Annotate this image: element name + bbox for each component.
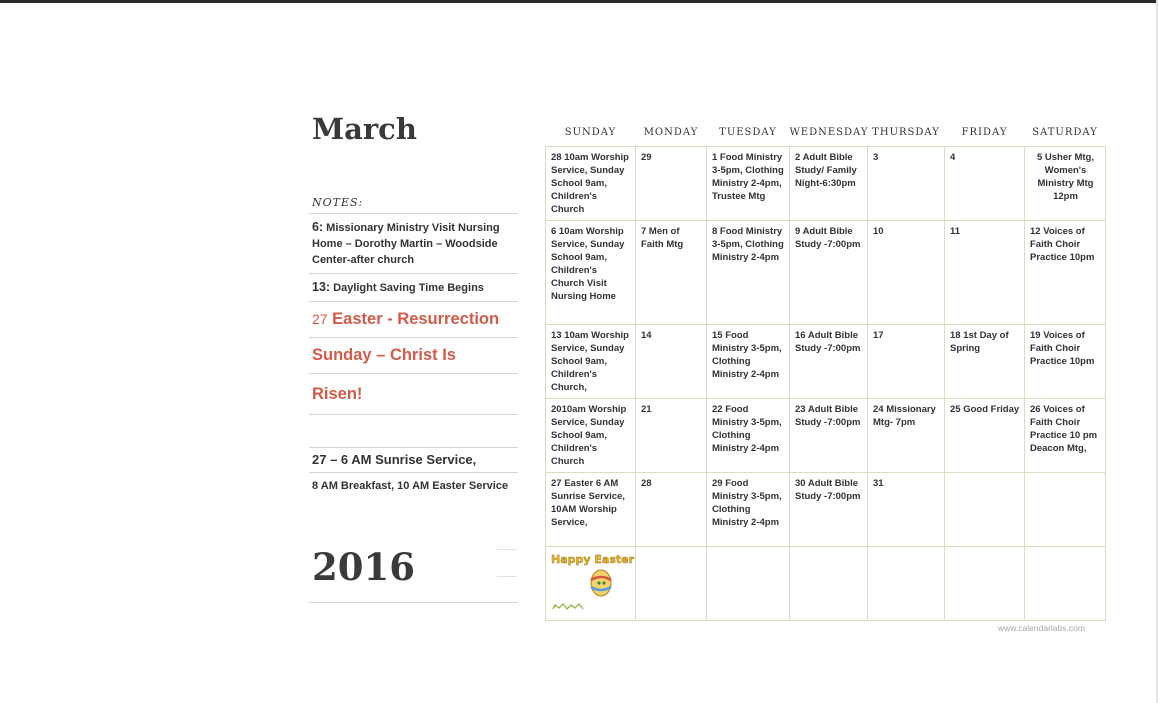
note-text: Missionary Ministry Visit Nursing Home – Dorothy Martin – Woodside Center-after church xyxy=(312,222,500,266)
day-cell: 19 Voices of Faith Choir Practice 10pm xyxy=(1025,325,1106,399)
week-row xyxy=(546,325,1106,399)
note-text: Sunday – Christ Is xyxy=(312,346,456,364)
day-cell: 7 Men of Faith Mtg xyxy=(636,221,707,325)
day-cell: 6 10am Worship Service, Sunday School 9am, Children's Church Visit Nursing Home xyxy=(546,221,636,325)
divider xyxy=(497,549,517,550)
day-cell: 9 Adult Bible Study -7:00pm xyxy=(790,221,868,325)
note-sunrise-service xyxy=(309,447,518,472)
day-cell: 3 xyxy=(868,147,945,221)
note-date: 6: xyxy=(312,220,324,234)
note-date: 13: xyxy=(312,280,331,294)
day-cell: 1 Food Ministry 3-5pm, Clothing Ministry 2-4pm, Trustee Mtg xyxy=(707,147,790,221)
day-cell xyxy=(790,547,868,621)
weekday-header: THURSDAY xyxy=(872,127,940,138)
day-cell: 8 Food Ministry 3-5pm, Clothing Ministry 2-4pm xyxy=(707,221,790,325)
note-missionary-visit xyxy=(309,213,518,273)
day-cell: 15 Food Ministry 3-5pm, Clothing Ministry 2-4pm xyxy=(707,325,790,399)
weekday-header-row xyxy=(546,119,1106,147)
day-cell xyxy=(636,547,707,621)
day-cell: 12 Voices of Faith Choir Practice 10pm xyxy=(1025,221,1106,325)
day-cell: 25 Good Friday xyxy=(945,399,1025,473)
note-easter-line-1 xyxy=(309,301,518,337)
happy-easter-egg-icon xyxy=(549,549,635,611)
day-cell: 5 Usher Mtg, Women's Ministry Mtg 12pm xyxy=(1025,147,1106,221)
notes-heading: NOTES: xyxy=(312,196,364,209)
note-daylight-saving xyxy=(309,273,518,301)
page-top-edge xyxy=(0,0,1158,3)
day-cell xyxy=(1025,547,1106,621)
day-cell: 2 Adult Bible Study/ Family Night-6:30pm xyxy=(790,147,868,221)
day-cell: 14 xyxy=(636,325,707,399)
calendar-grid xyxy=(545,119,1106,621)
day-cell xyxy=(945,473,1025,547)
day-cell: 16 Adult Bible Study -7:00pm xyxy=(790,325,868,399)
week-row xyxy=(546,147,1106,221)
note-text: 27 – 6 AM Sunrise Service, xyxy=(312,452,477,467)
day-cell: 10 xyxy=(868,221,945,325)
note-text: Daylight Saving Time Begins xyxy=(330,282,484,294)
day-cell: 13 10am Worship Service, Sunday School 9am, Children's Church, xyxy=(546,325,636,399)
day-cell: 11 xyxy=(945,221,1025,325)
day-cell xyxy=(1025,473,1106,547)
day-cell: 21 xyxy=(636,399,707,473)
day-cell xyxy=(868,547,945,621)
note-easter-line-3 xyxy=(309,373,518,414)
note-blank-line xyxy=(309,414,518,447)
day-cell: 4 xyxy=(945,147,1025,221)
note-text: Easter - Resurrection xyxy=(327,310,500,328)
year-title: 2016 xyxy=(312,545,415,589)
day-cell: 2010am Worship Service, Sunday School 9am, Children's Church xyxy=(546,399,636,473)
divider xyxy=(497,576,517,577)
note-text: 8 AM Breakfast, 10 AM Easter Service xyxy=(312,480,509,492)
note-date: 27 xyxy=(312,311,328,327)
divider xyxy=(309,602,518,603)
day-cell: 28 xyxy=(636,473,707,547)
day-cell: 29 Food Ministry 3-5pm, Clothing Ministry 2-4pm xyxy=(707,473,790,547)
day-cell: 17 xyxy=(868,325,945,399)
weekday-header: FRIDAY xyxy=(961,127,1008,138)
day-cell: 30 Adult Bible Study -7:00pm xyxy=(790,473,868,547)
easter-art-text: Happy Easter xyxy=(551,553,635,566)
day-cell xyxy=(945,547,1025,621)
note-easter-line-2 xyxy=(309,337,518,373)
day-cell: 26 Voices of Faith Choir Practice 10 pm Deacon Mtg, xyxy=(1025,399,1106,473)
website-credit: www.calendarlabs.com xyxy=(998,623,1085,633)
weekday-header: MONDAY xyxy=(643,127,699,138)
note-breakfast xyxy=(309,472,518,499)
month-title: March xyxy=(312,112,417,146)
day-cell: 28 10am Worship Service, Sunday School 9am, Children's Church xyxy=(546,147,636,221)
week-row xyxy=(546,473,1106,547)
easter-art-cell xyxy=(546,547,636,621)
day-cell: 29 xyxy=(636,147,707,221)
weekday-header: SATURDAY xyxy=(1032,127,1098,138)
notes-list xyxy=(309,213,518,499)
week-row xyxy=(546,547,1106,621)
weekday-header: SUNDAY xyxy=(564,127,617,138)
note-text: Risen! xyxy=(312,385,363,403)
day-cell: 22 Food Ministry 3-5pm, Clothing Ministry 2-4pm xyxy=(707,399,790,473)
weekday-header: WEDNESDAY xyxy=(789,127,869,138)
weekday-header: TUESDAY xyxy=(719,127,777,138)
day-cell: 27 Easter 6 AM Sunrise Service, 10AM Worship Service, xyxy=(546,473,636,547)
day-cell: 23 Adult Bible Study -7:00pm xyxy=(790,399,868,473)
week-row xyxy=(546,221,1106,325)
day-cell xyxy=(707,547,790,621)
day-cell: 18 1st Day of Spring xyxy=(945,325,1025,399)
week-row xyxy=(546,399,1106,473)
day-cell: 24 Missionary Mtg- 7pm xyxy=(868,399,945,473)
day-cell: 31 xyxy=(868,473,945,547)
